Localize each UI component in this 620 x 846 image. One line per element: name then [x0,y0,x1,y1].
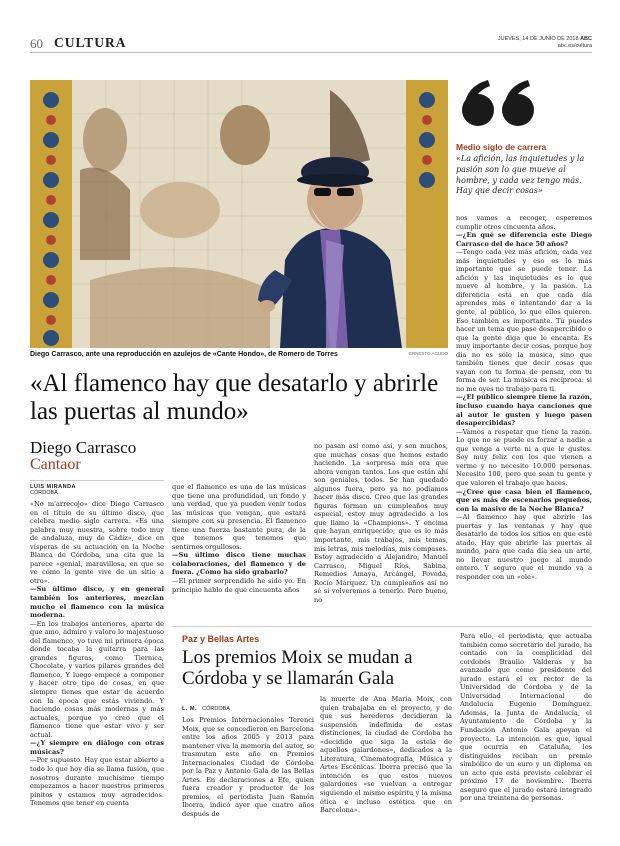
brand-name: ABC [580,36,592,42]
photo-credit: ERNESTO AGUDO [408,351,448,356]
article-column-3 [314,442,448,604]
paragraph: Los Premios Internacionales Terenci Moix, que se concedieron en Barcelona entre los años 2005 y 2013 para mantener viva la memoria del autor, se trasmutan este año en Premios Internacionales Ciudad de Córdoba por la Paz y Antonio Gala de las Bellas Artes. En declaraciones a Efe, quien fuera creador y productor de los premios, el periodista Juan Ramón Iborra, indicó ayer que cuatro años después de [182,716,314,819]
question: —¿En qué se diferencia este Diego Carrasco del de hace 50 años? [456,231,592,248]
interviewee-role: Cantaor [30,456,81,473]
article-column-1 [30,480,164,808]
question: —¿Y siempre en diálogo con otras músicas? [30,739,164,756]
photo-caption: Diego Carrasco, ante una reproducción en azulejos de «Cante Hondo», de Romero de Torres [30,351,338,358]
section-title: CULTURA [54,35,127,50]
moix-column-1 [182,695,314,819]
sub-headline: Los premios Moix se mudan a Córdoba y se llamarán Gala [182,647,413,689]
article-column-2 [172,483,306,594]
moix-column-3 [460,632,592,803]
paragraph: —Al flamenco hay que abrirle las puertas y las ventanas y hay que desatarlo de todos los sitios en que esté atado. Hay que abrirle las puertas al mundo, para que cada día sea un arte, no llevar nuestro juego al mundo entero. Y seguro que el mundo va a responder con un «ole». [456,513,592,581]
sidebar-quote: «La afición, las inquietudes y la pasión son lo que mueve al hombre, y cada vez tengo más. Hay que decir cosas» [456,154,585,196]
quote-marks-icon [460,78,540,130]
paragraph: —El primer sorprendido he sido yo. En principio hablo de que cincuenta años [172,577,306,594]
paragraph: que el flamenco es una de las músicas que tiene una profundidad, un fondo y una verdad, que ya pueden venir todas las músicas que vengan, que estará siempre con su presencia. El flamenco tiene una fuerza bastante pura, de la que tenemos que tenemos que sentirnos orgullosos. [172,483,306,551]
sidebar-title: Medio siglo de carrera [456,142,547,152]
article-city: CÓRDOBA [30,490,58,496]
question: —Su último disco, y en general también los anteriores, mezclan mucho el flamenco con la música moderna. [30,585,164,620]
paragraph: nos vamos a recoger, esperemos cumplir otros cincuenta años. [456,214,592,231]
sub-section-title: Paz y Bellas Artes [182,634,260,644]
paragraph: —En los trabajos anteriores, aparte de que amo, admiro y valoro lo majestuoso del flamenco, yo tuve mi primera época donde tocaba la guitarra para las grandes figuras, como Tiernica, Chocolate, y varios pilares grandes del flamenco. Y luego empecé a componer y hacer otro tipo de cosas, en que siempre tienes que estar de acuerdo con la época que estás viviendo. Y haciendo cosas más modernas y más actuales, porque yo creo que el flamenco tiene que estar vivo y ser actual. [30,619,164,739]
question: —¿Cree que casa bien el flamenco, que es más de escenarios pequeños, con la masivo de la Noche Blanca? [456,487,592,513]
question: —¿El público siempre tiene la razón, incluso cuando haya canciones que al autor le gusten y luego pasen desapercibidas? [456,393,592,428]
header-meta [498,36,592,50]
moix-city: CÓRDOBA [202,706,230,712]
question: —Su último disco tiene muchas colaboraciones, del flamenco y de fuera. ¿Cómo ha sido grabarlo? [172,551,306,577]
headline: «Al flamenco hay que desatarlo y abrirle las puertas al mundo» [30,370,439,425]
paragraph: —Vamos a respetar que tiene la razón. Lo que no se puede es forzar a nadie a que venga a verte ni a que le gustes. Soy muy feliz con los que vienen a verme y no necesito 10.000 personas. Necesito 100, pero que sean tu gente y que valoren el trabajo que haces. [456,427,592,487]
header-rule [30,52,592,53]
moix-column-2 [320,695,452,815]
page-number: 60 [30,36,43,51]
paragraph: —Tengo cada vez más afición, cada vez más inquietudes y eso es lo más importante que se puede tener. La afición y las inquietudes es lo que mueve al hombre, y la pasión. La diferencia está en que cada día aprendes más e intentando dar a la gente, al público, lo que ellos quieren. Eso también es importante. Tú puedes hacer un tema que pase desapercibido o que la gente diga que le encanta. Es muy importante decir cosas, porque hoy día no es sólo la música, sino que también tienes que decir cosas que vayan con tu forma de pensar, con tu forma de ser. La música es recíproca: si no me oyes no trabajo para ti. [456,248,592,393]
author-rule [30,480,164,481]
paragraph: la muerte de Ana María Moix, con quien trabajaba en el proyecto, y de que sus herederos decidieran la suspensión indefinida de estas distinciones, la ciudad de Córdoba ha «decidido que siga la estela de aquellos galardones», dedicados a la Literatura, Cinematografía, Música y Artes Escénicas. Iborra precisó que la intención es que estos nuevos galardones «se vuelvan a entregar siguiendo el mismo espíritu y la misma ética e incluso estética que en Barcelona». [320,695,452,815]
paragraph: no pasan así como así, y son muchos, que muchas cosas que hemos estado haciendo. La sorpresa mía era que ahora vengan tantos. Los que están ahí son geniales, todos. Se han quedado algunos fuera, pero ya no podíamos hacer más disco. Creo que las grandes figuras forman un cumpleaños muy especial, estoy muy agradecido a los que llamo la «Champions». Y encima que hayan enriquecido, que es lo más importante, mis trabajos, mis temas, mis letras, mis melodías, mis compases. Estoy agradecido a Alejandro, Manuel Carrasco, Miguel Ríos, Sabina, Remedios Amaya, Arcángel, Poveda, Rocío Márquez. Un cumpleaños así no sé si volveremos a tenerlo. Pero bueno, no [314,442,448,604]
paragraph: «No m'arrecojo» dice Diego Carrasco en el título de su último disco, que celebra medio siglo carrera. «Es una palabra muy nuestra, sobre todo muy de andaluza, muy de Cádiz», dice en vísperas de su actuación en la Noche Blanca de Córdoba, una cita que la parece «genial, maravillosa, en que se ve cómo la gente vive de un sitio a otro». [30,500,164,585]
issue-date: JUEVES, 14 DE JUNIO DE 2018 [497,36,579,42]
paragraph: Para ello, el periodista, que actuaba también como secretario del jurado, ha contado con la complicidad del cordobés Braulio Valderas y ha avanzado que como presidente del jurado estará el ex rector de la Universidad de Córdoba y de la Universidad Internacional de Andalucía Eugenio Domínguez. Además, la Junta de Andalucía, el Ayuntamiento de Córdoba y la Fundación Antonio Gala apoyan el proyecto. La intención es que, igual que ocurría en Cataluña, los distinguidos reciban un premio simbólico de un euro y un diploma en un acto que está previsto celebrar el próximo 17 de noviembre. Iborra aseguró que el jurado estará integrado por una treintena de personas. [460,632,592,803]
paragraph: —Por supuesto. Hay que estar abierto a todo lo que hoy día se llama fusión, que nosotros durante muchísimo tiempo empezamos a hacer nuestros primeros pinitos y estamos muy agradecidos. Tenemos que tener en cuenta [30,756,164,808]
moix-author: L. M. [182,706,198,712]
site-url: abc.es/cultura [557,43,592,49]
article-author: LUIS MIRANDA [30,484,77,490]
article-column-4 [456,214,592,582]
interviewee-name: Diego Carrasco [30,438,137,457]
column-text [30,500,164,808]
section-divider [172,626,592,627]
article-photo [30,80,448,348]
